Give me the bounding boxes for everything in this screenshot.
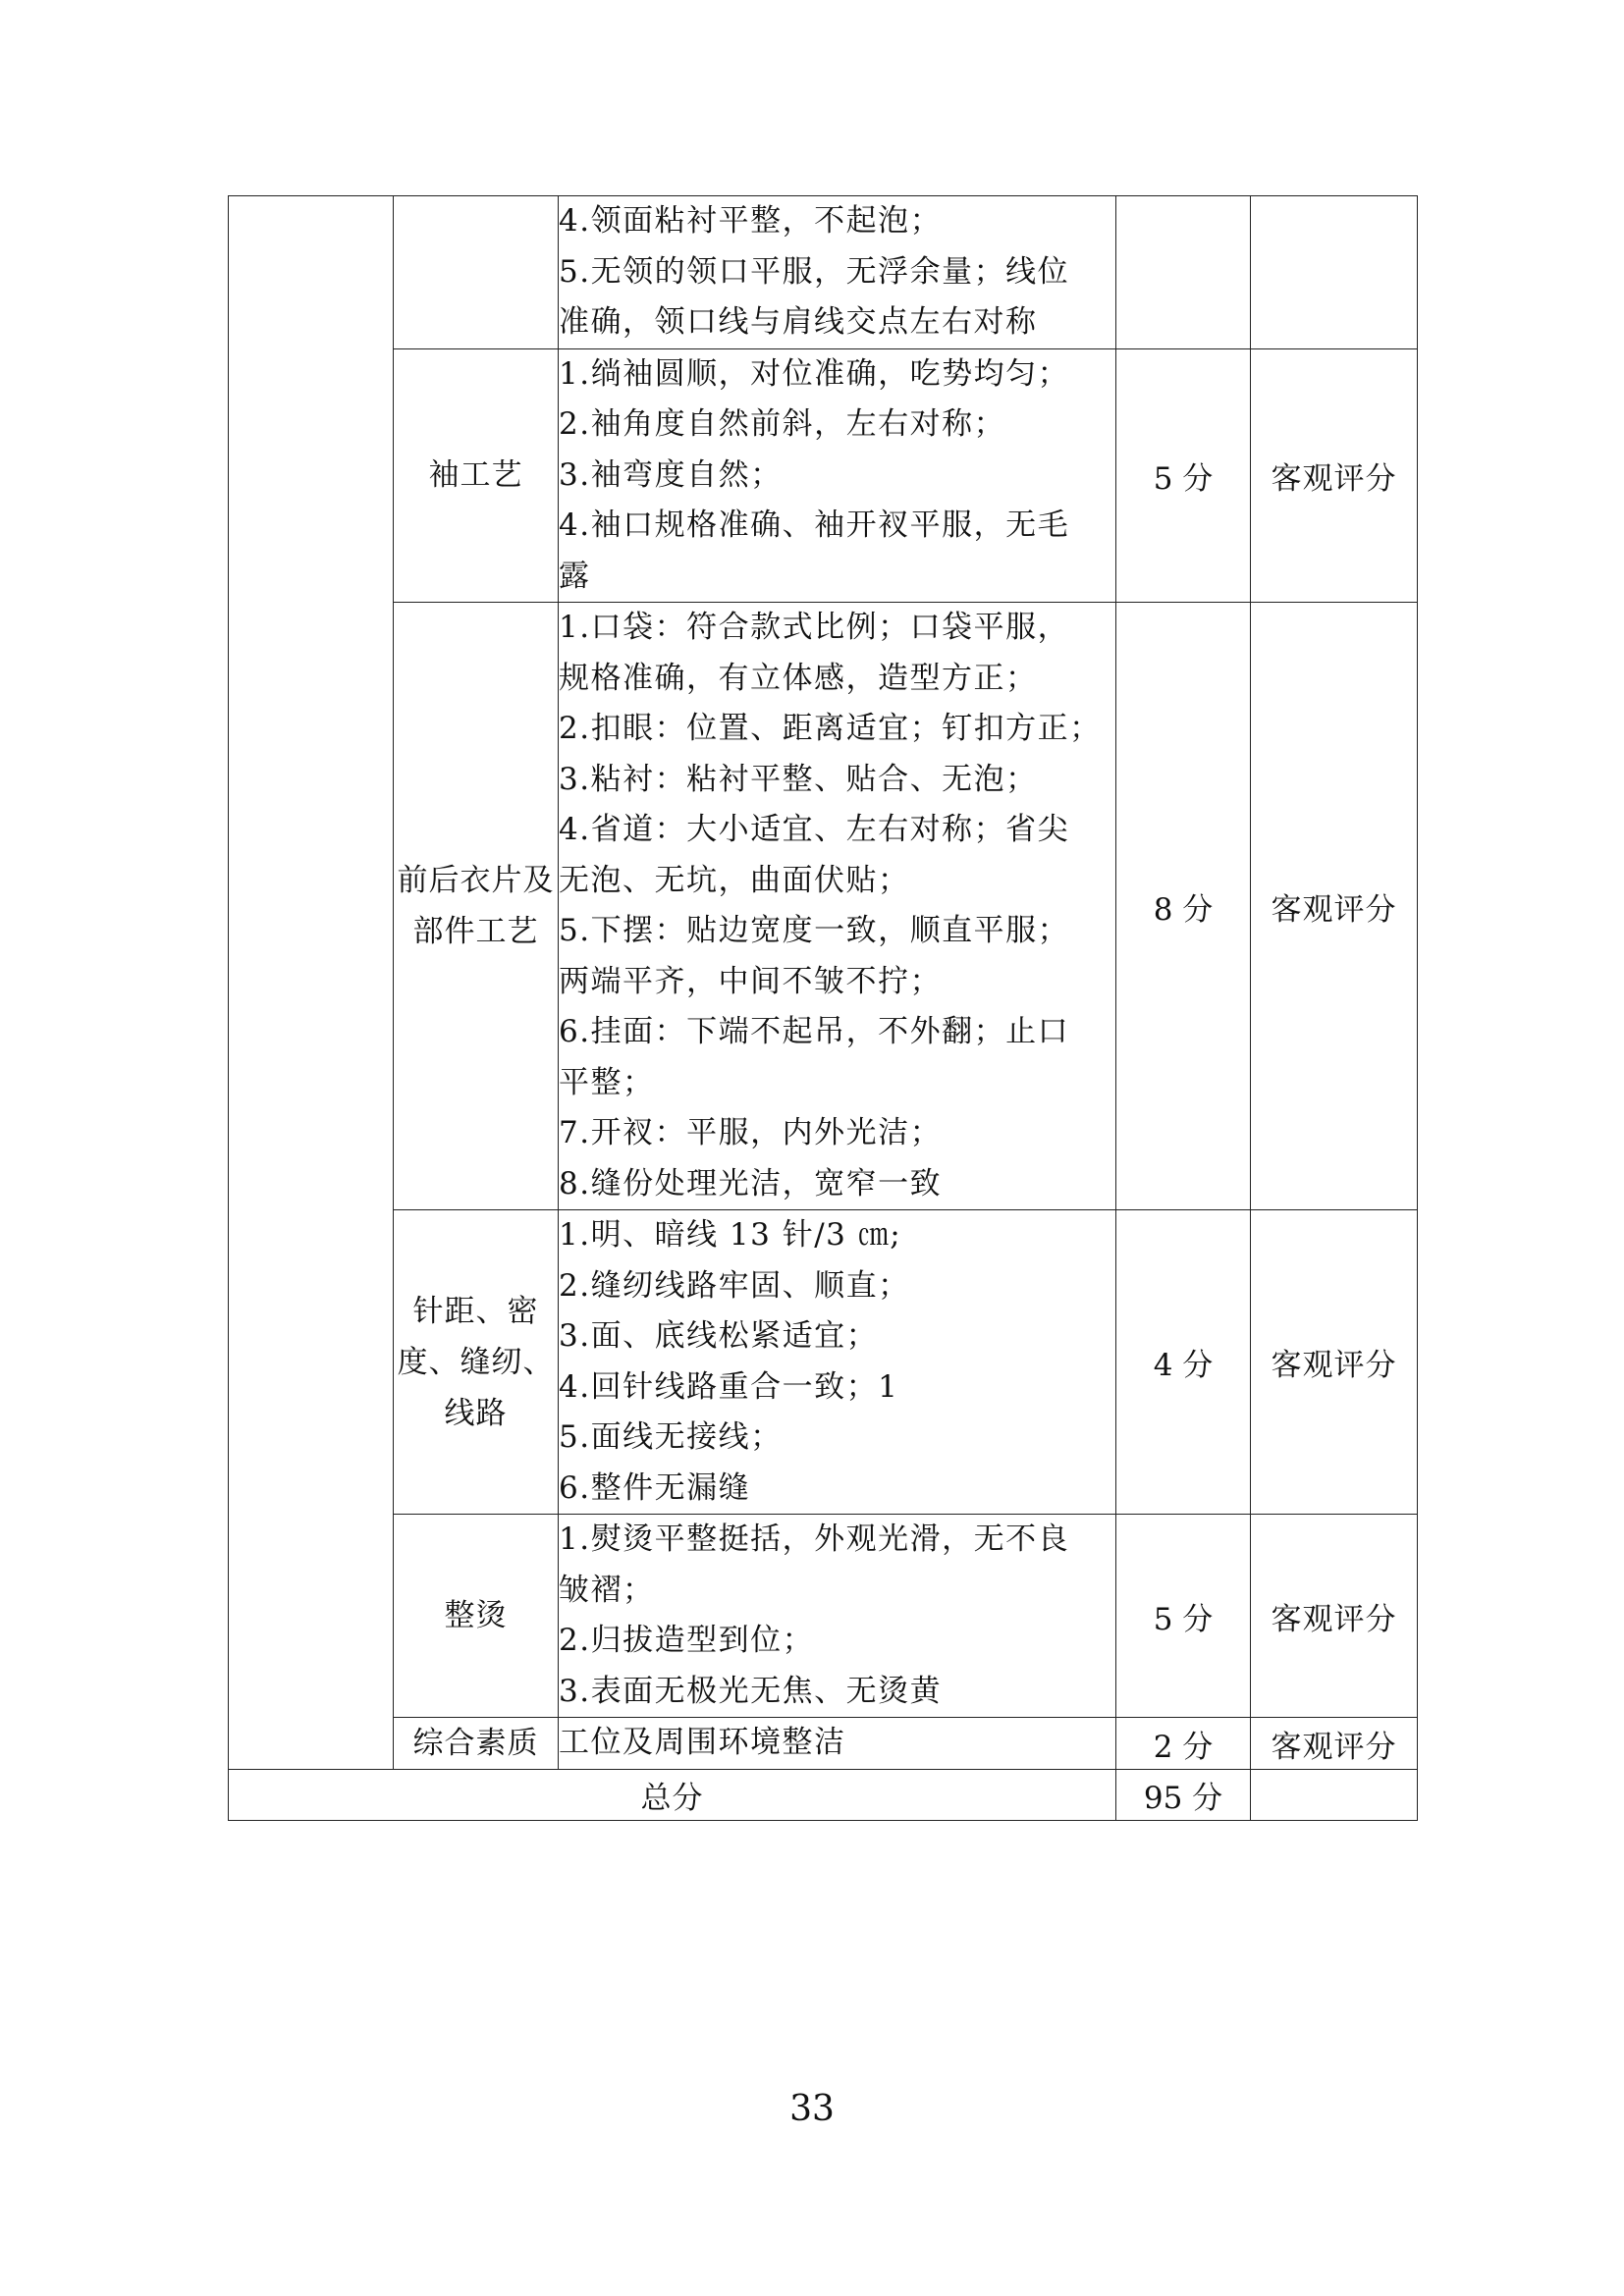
criteria-line: 1.绱袖圆顺，对位准确，吃势均匀； — [559, 355, 1070, 392]
points-cell: 8 分 — [1116, 603, 1251, 1210]
criteria-line: 准确，领口线与肩线交点左右对称 — [559, 304, 1038, 340]
criteria-line: 5.无领的领口平服，无浮余量；线位 — [559, 253, 1070, 290]
criteria-line: 3.面、底线松紧适宜； — [559, 1318, 879, 1354]
criteria-line: 6.挂面：下端不起吊，不外翻；止口 — [559, 1014, 1070, 1049]
criteria-line: 工位及周围环境整洁 — [559, 1725, 846, 1761]
criteria-line: 皱褶； — [559, 1572, 655, 1608]
scoring-table — [228, 195, 1418, 1821]
criteria-line: 4.袖口规格准确、袖开衩平服，无毛 — [559, 507, 1070, 543]
criteria-line: 5.面线无接线； — [559, 1419, 783, 1455]
criteria-line: 露 — [559, 558, 591, 594]
criteria-line: 4.回针线路重合一致；1 — [559, 1368, 899, 1405]
criteria-line: 5.下摆：贴边宽度一致，顺直平服； — [559, 913, 1070, 948]
points-cell — [1116, 196, 1251, 349]
category-cell: 整烫 — [394, 1515, 559, 1718]
method-cell: 客观评分 — [1251, 348, 1418, 603]
table-row — [229, 603, 1418, 1210]
points-cell: 5 分 — [1116, 1515, 1251, 1718]
category-cell: 综合素质 — [394, 1718, 559, 1770]
criteria-line: 2.袖角度自然前斜，左右对称； — [559, 406, 1006, 442]
category-cell — [394, 196, 559, 349]
criteria-line: 2.缝纫线路牢固、顺直； — [559, 1267, 910, 1304]
criteria-line: 1.明、暗线 13 针/3 ㎝; — [559, 1217, 902, 1253]
criteria-cell — [559, 196, 1116, 349]
table-row — [229, 196, 1418, 349]
criteria-cell — [559, 1515, 1116, 1718]
points-cell: 4 分 — [1116, 1210, 1251, 1515]
criteria-cell — [559, 348, 1116, 603]
criteria-cell — [559, 1210, 1116, 1515]
criteria-line: 2.归拔造型到位； — [559, 1623, 815, 1658]
criteria-line: 1.熨烫平整挺括，外观光滑，无不良 — [559, 1522, 1070, 1557]
total-row — [229, 1770, 1418, 1821]
criteria-line: 4.领面粘衬平整，不起泡； — [559, 203, 943, 239]
criteria-line: 6.整件无漏缝 — [559, 1469, 751, 1506]
total-method-cell — [1251, 1770, 1418, 1821]
method-cell: 客观评分 — [1251, 1210, 1418, 1515]
criteria-line: 平整； — [559, 1064, 655, 1100]
criteria-line: 3.袖弯度自然； — [559, 456, 783, 493]
table-row — [229, 1718, 1418, 1770]
category-cell: 袖工艺 — [394, 348, 559, 603]
category-cell: 针距、密度、缝纫、线路 — [394, 1210, 559, 1515]
criteria-line: 3.粘衬：粘衬平整、贴合、无泡； — [559, 761, 1038, 797]
criteria-line: 规格准确，有立体感，造型方正； — [559, 660, 1038, 696]
table-row — [229, 348, 1418, 603]
criteria-line: 3.表面无极光无焦、无烫黄 — [559, 1673, 943, 1709]
method-cell: 客观评分 — [1251, 1515, 1418, 1718]
criteria-line: 4.省道：大小适宜、左右对称；省尖 — [559, 812, 1070, 847]
method-cell: 客观评分 — [1251, 1718, 1418, 1770]
table-row — [229, 1210, 1418, 1515]
points-cell: 2 分 — [1116, 1718, 1251, 1770]
total-points: 95 分 — [1116, 1770, 1251, 1821]
criteria-line: 两端平齐，中间不皱不拧； — [559, 963, 942, 999]
table-row — [229, 1515, 1418, 1718]
criteria-line: 2.扣眼：位置、距离适宜；钉扣方正； — [559, 711, 1102, 746]
category-cell: 前后衣片及部件工艺 — [394, 603, 559, 1210]
method-cell: 客观评分 — [1251, 603, 1418, 1210]
criteria-cell — [559, 1718, 1116, 1770]
criteria-line: 1.口袋：符合款式比例；口袋平服， — [559, 610, 1070, 645]
merged-module-cell — [229, 196, 394, 1770]
criteria-line: 7.开衩：平服，内外光洁； — [559, 1115, 943, 1150]
method-cell — [1251, 196, 1418, 349]
points-cell: 5 分 — [1116, 348, 1251, 603]
criteria-cell — [559, 603, 1116, 1210]
criteria-line: 无泡、无坑，曲面伏贴； — [559, 862, 910, 898]
criteria-line: 8.缝份处理光洁，宽窄一致 — [559, 1165, 943, 1201]
total-label: 总分 — [229, 1770, 1116, 1821]
page-number: 33 — [789, 2089, 835, 2129]
